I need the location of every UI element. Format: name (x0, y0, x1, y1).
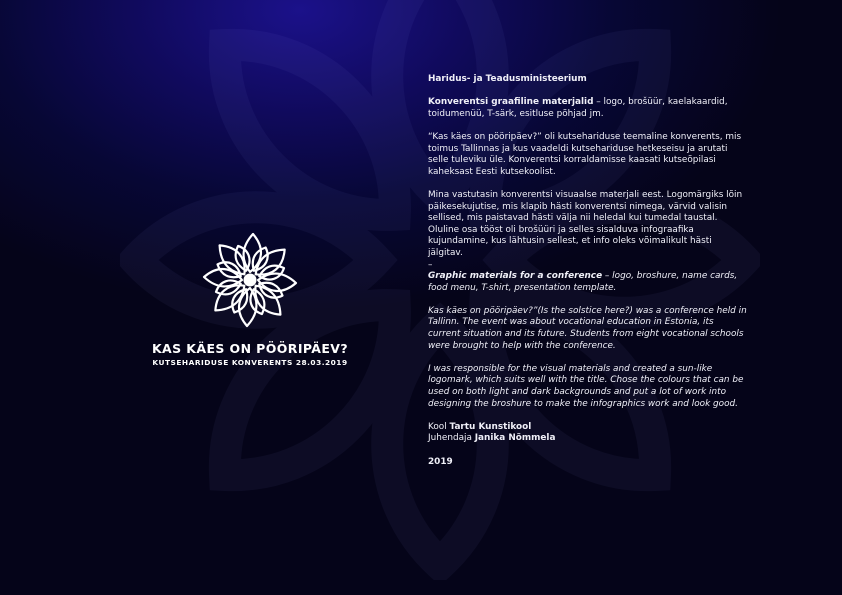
en-heading-paragraph (428, 271, 748, 294)
conference-subtitle: KUTSEHARIDUSE KONVERENTS 28.03.2019 (152, 358, 348, 367)
et-paragraph-1: “Kas käes on pööripäev?” oli kutsehariduse teemaline konverents, mis toimus Tallinnas ja kus vaadeldi kutsehariduse hetkeseisu ja arutati selle tuleviku üle. Konverentsi korraldamisse kaasati kutseõpilasi kaheksast Eesti kutsekoolist. (428, 131, 742, 177)
separator-dash: – (428, 259, 433, 270)
school-line (428, 422, 748, 434)
et-paragraph-2: Mina vastutasin konverentsi visuaalse materjali eest. Logomärgiks lõin päikesekujutise, mis klapib hästi konverentsi nimega, värvid valisin sellised, mis paistavad hästi välja nii heledal kui tumedal taustal. Oluline osa tööst oli brošüüri ja selles sisalduva infograafika kujundamine, kus lähtusin sellest, et info oleks võimalikult hästi jälgitav. (428, 189, 743, 258)
en-heading: Graphic materials for a conference (428, 271, 603, 282)
et-heading-paragraph (428, 97, 748, 120)
ministry-name: Haridus- ja Teadusministeerium (428, 74, 587, 84)
supervisor-line (428, 433, 748, 445)
en-heading-rest: – logo, broshure, name cards, food menu, T-shirt, presentation template. (428, 271, 738, 293)
en-paragraph-1: Kas käes on pööripäev?”(Is the solstice here?) was a conference held in Tallinn. The event was about vocational education in Estonia, its current situation and its future. Students from eight vocational schools were brought to help with the conference. (428, 305, 747, 351)
supervisor-label: Juhendaja (428, 433, 475, 444)
conference-title: KAS KÄES ON PÖÖRIPÄEV? (151, 341, 349, 356)
year: 2019 (428, 456, 453, 467)
en-paragraph-2: I was responsible for the visual materials and created a sun-like logomark, which suits well with the title. Chose the colours that can be used on both light and dark backgrounds and put a lot of work into designing the broshure to make the infographics work and look good. (428, 363, 744, 409)
supervisor-name: Janika Nõmmela (474, 433, 556, 444)
description-column (428, 74, 748, 468)
et-heading: Konverentsi graafiline materjalid (428, 97, 594, 108)
et-heading-rest: – logo, brošüür, kaelakaardid, toidumenüü, T-särk, esitluse põhjad jm. (428, 97, 728, 119)
school-label: Kool (428, 421, 450, 432)
sun-flower-logo-icon (195, 225, 305, 335)
school-name: Tartu Kunstikool (449, 421, 532, 432)
